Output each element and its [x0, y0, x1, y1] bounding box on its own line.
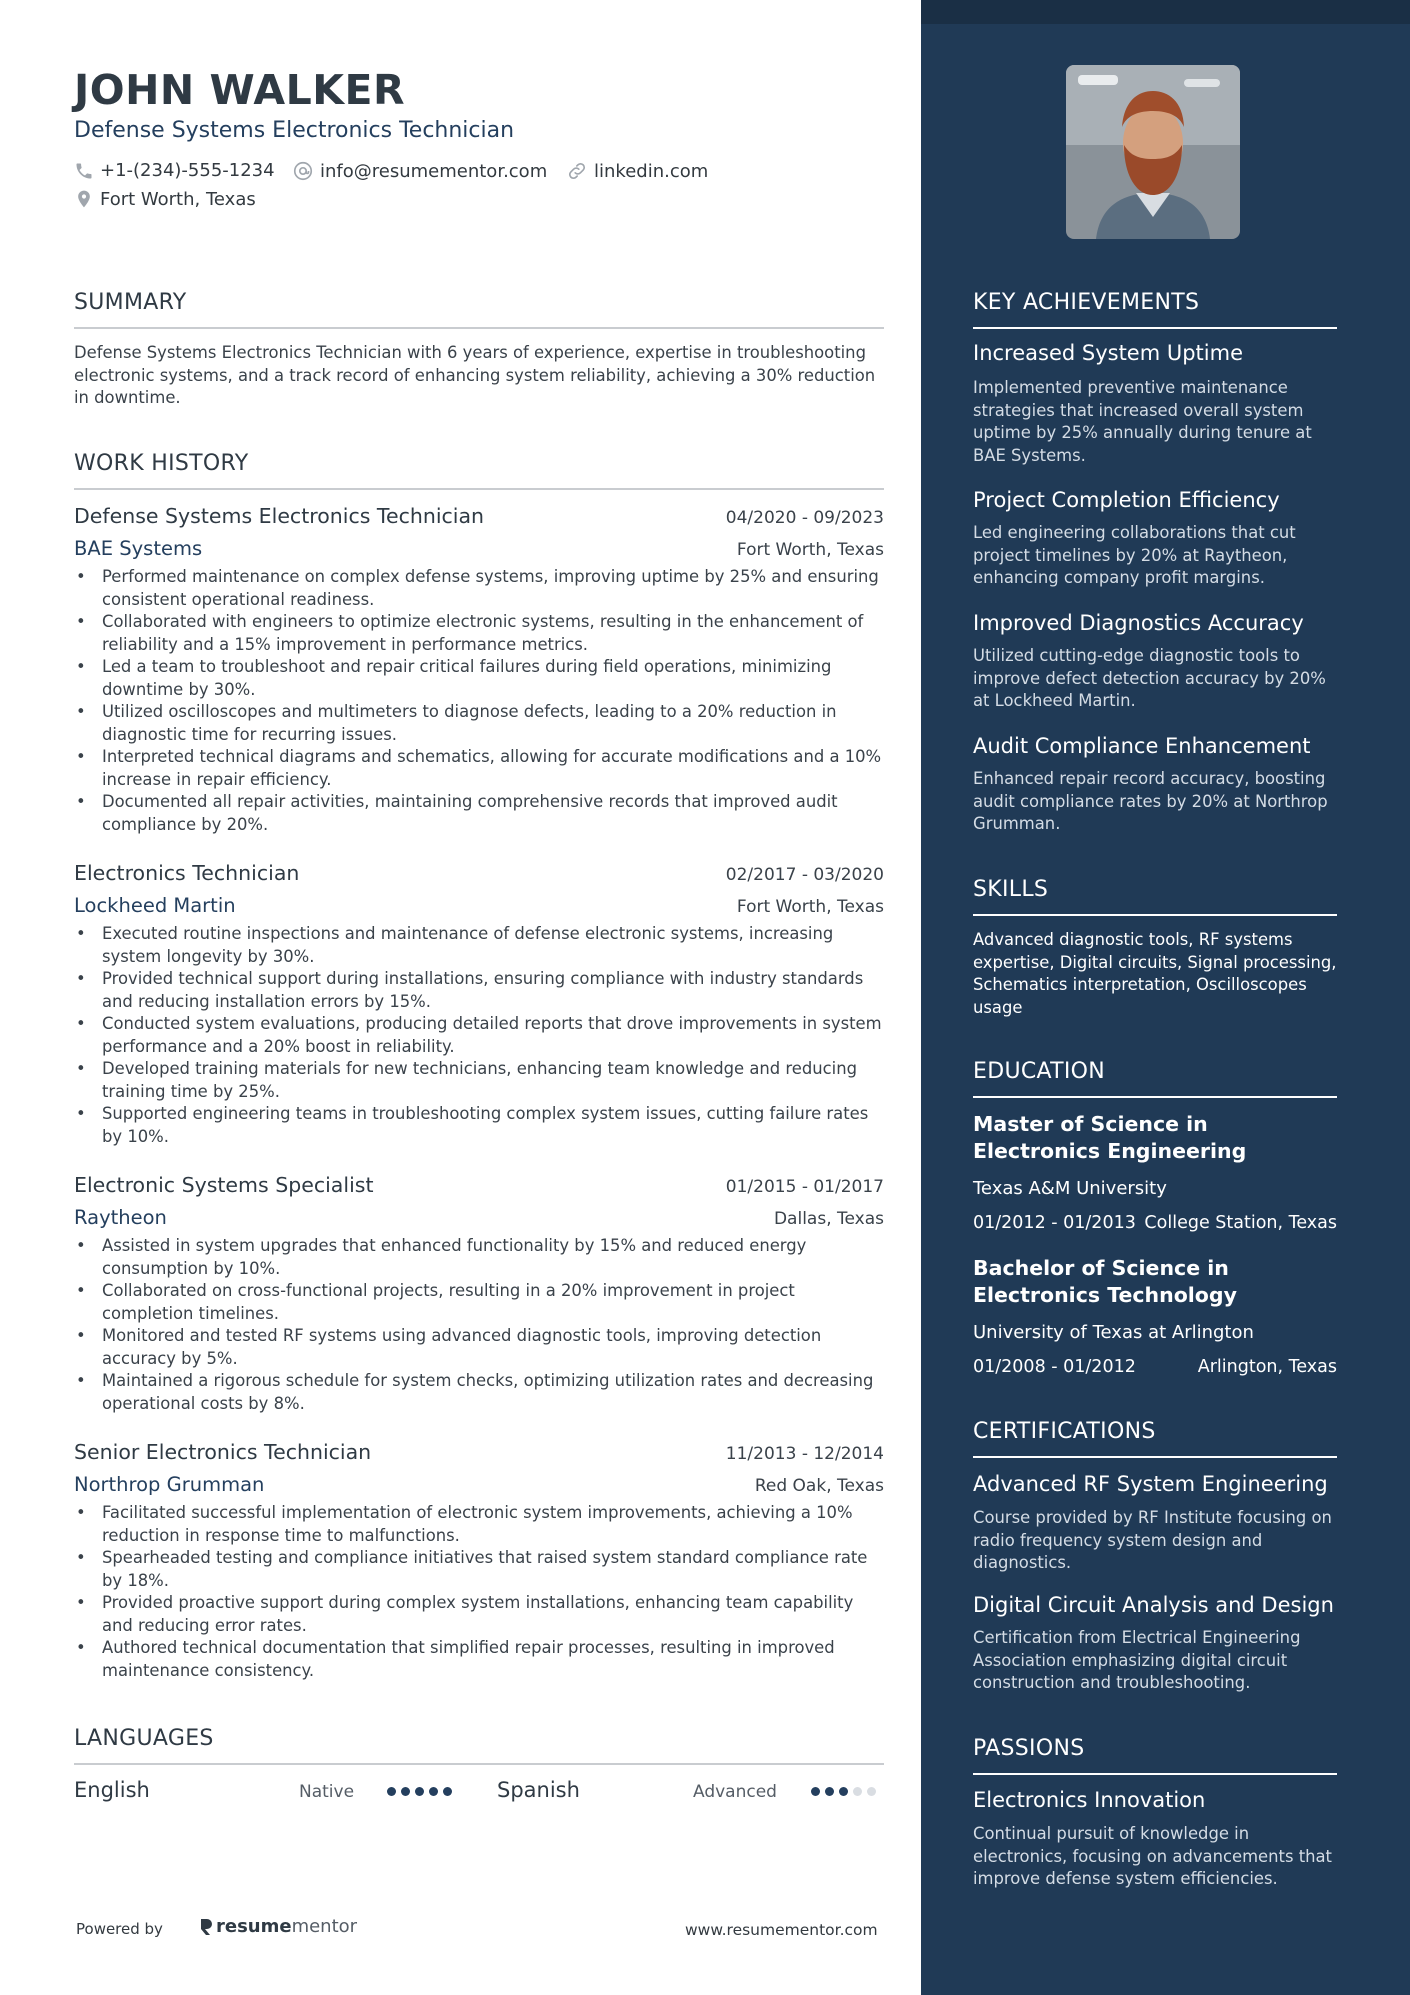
language-item — [497, 1778, 580, 1802]
language-level: Advanced — [693, 1782, 777, 1802]
job-bullets — [74, 1502, 884, 1682]
achievement-text: Led engineering collaborations that cut project timelines by 20% at Raytheon, enhancing company profit margins. — [973, 523, 1296, 587]
certification-text: Course provided by RF Institute focusing on radio frequency system design and diagnostics. — [973, 1508, 1332, 1572]
job-bullet: • Collaborated with engineers to optimize electronic systems, resulting in the enhancement of reliability and a 15% improvement in performance metrics. — [74, 611, 884, 656]
education-location: College Station, Texas — [1144, 1213, 1337, 1233]
job-dates: 01/2015 - 01/2017 — [725, 1177, 884, 1197]
rating-dot-filled — [839, 1787, 848, 1796]
sidebar — [921, 0, 1410, 1995]
job-bullets — [74, 923, 884, 1148]
language-name: English — [74, 1778, 150, 1802]
job-dates: 04/2020 - 09/2023 — [725, 508, 884, 528]
job-bullet: • Assisted in system upgrades that enhanced functionality by 15% and reduced energy consumption by 10%. — [74, 1235, 884, 1280]
skills-text: Advanced diagnostic tools, RF systems expertise, Digital circuits, Signal processing, Schematics interpretation, Oscilloscopes usage — [973, 930, 1337, 1017]
achievement-title: Increased System Uptime — [973, 341, 1244, 365]
rating-dot-empty — [867, 1787, 876, 1796]
job-bullet: • Facilitated successful implementation of electronic system improvements, achieving a 10% reduction in response time to malfunctions. — [74, 1502, 884, 1547]
rating-dot-filled — [415, 1787, 424, 1796]
job-location: Fort Worth, Texas — [736, 897, 884, 917]
language-rating — [811, 1787, 876, 1796]
job-bullet: • Authored technical documentation that simplified repair processes, resulting in improved maintenance consistency. — [74, 1637, 884, 1682]
link-icon — [566, 160, 588, 182]
education-location: Arlington, Texas — [1197, 1357, 1337, 1377]
location-text: Fort Worth, Texas — [100, 188, 256, 210]
logo-text-light: mentor — [291, 1916, 358, 1937]
resumementor-logo[interactable] — [198, 1916, 357, 1937]
logo-text-bold: resume — [216, 1916, 292, 1937]
rating-dot-filled — [387, 1787, 396, 1796]
job-bullet: • Maintained a rigorous schedule for system checks, optimizing utilization rates and decreasing operational costs by 8%. — [74, 1370, 884, 1415]
job-entry — [74, 861, 884, 1148]
rating-dot-filled — [811, 1787, 820, 1796]
language-name: Spanish — [497, 1778, 580, 1802]
achievement-text: Enhanced repair record accuracy, boosting audit compliance rates by 20% at Northrop Grumman. — [973, 769, 1328, 833]
language-rating — [387, 1787, 452, 1796]
achievement-text: Utilized cutting-edge diagnostic tools to improve defect detection accuracy by 20% at Lockheed Martin. — [973, 646, 1326, 710]
logo-mark-icon — [198, 1917, 214, 1937]
job-entry — [74, 1440, 884, 1682]
job-bullet: • Provided proactive support during complex system installations, enhancing team capability and reducing error rates. — [74, 1592, 884, 1637]
passion-title: Electronics Innovation — [973, 1788, 1206, 1812]
job-company: BAE Systems — [74, 537, 203, 560]
education-meta — [973, 1213, 1337, 1233]
passion-text: Continual pursuit of knowledge in electronics, focusing on advancements that improve defense system efficiencies. — [973, 1824, 1332, 1888]
job-bullet: • Utilized oscilloscopes and multimeters to diagnose defects, leading to a 20% reduction in diagnostic time for recurring issues. — [74, 701, 884, 746]
job-title: Electronic Systems Specialist — [74, 1173, 374, 1197]
job-dates: 02/2017 - 03/2020 — [725, 865, 884, 885]
location-pin-icon — [74, 188, 94, 210]
job-bullet: • Provided technical support during installations, ensuring compliance with industry standards and reducing installation errors by 15%. — [74, 968, 884, 1013]
footer-url[interactable]: www.resumementor.com — [685, 1921, 878, 1939]
candidate-name: JOHN WALKER — [74, 66, 406, 114]
skills-heading: SKILLS — [973, 877, 1337, 916]
job-location: Dallas, Texas — [773, 1209, 884, 1229]
job-bullet: • Interpreted technical diagrams and schematics, allowing for accurate modifications and a 10% increase in repair efficiency. — [74, 746, 884, 791]
profile-photo — [1066, 65, 1240, 239]
contact-phone[interactable] — [74, 160, 275, 181]
job-bullet: • Spearheaded testing and compliance initiatives that raised system standard compliance rate by 18%. — [74, 1547, 884, 1592]
job-dates: 11/2013 - 12/2014 — [725, 1444, 884, 1464]
certification-text: Certification from Electrical Engineering Association emphasizing digital circuit construction and troubleshooting. — [973, 1628, 1301, 1692]
education-school: University of Texas at Arlington — [973, 1322, 1254, 1343]
job-bullet: • Collaborated on cross-functional projects, resulting in a 20% improvement in project completion timelines. — [74, 1280, 884, 1325]
contact-linkedin[interactable] — [566, 160, 708, 182]
rating-dot-empty — [853, 1787, 862, 1796]
rating-dot-filled — [825, 1787, 834, 1796]
summary-heading: SUMMARY — [74, 290, 884, 329]
achievement-text: Implemented preventive maintenance strategies that increased overall system uptime by 25% annually during tenure at BAE Systems. — [973, 378, 1312, 465]
certification-title: Advanced RF System Engineering — [973, 1472, 1328, 1496]
job-bullets — [74, 566, 884, 836]
job-bullet: • Executed routine inspections and maintenance of defense electronic systems, increasing system longevity by 30%. — [74, 923, 884, 968]
job-bullet: • Supported engineering teams in troubleshooting complex system issues, cutting failure rates by 10%. — [74, 1103, 884, 1148]
footer-powered-by: Powered by — [76, 1920, 163, 1938]
achievement-title: Project Completion Efficiency — [973, 488, 1280, 512]
job-bullets — [74, 1235, 884, 1415]
passions-heading: PASSIONS — [973, 1736, 1337, 1775]
sidebar-top-bar — [921, 0, 1410, 24]
education-degree: Bachelor of Science in Electronics Technology — [973, 1256, 1237, 1307]
education-school: Texas A&M University — [973, 1178, 1167, 1199]
contact-email[interactable] — [292, 160, 547, 182]
candidate-role: Defense Systems Electronics Technician — [74, 118, 515, 143]
achievement-title: Improved Diagnostics Accuracy — [973, 611, 1304, 635]
job-company: Raytheon — [74, 1206, 167, 1229]
job-bullet: • Led a team to troubleshoot and repair critical failures during field operations, minimizing downtime by 30%. — [74, 656, 884, 701]
job-company: Lockheed Martin — [74, 894, 236, 917]
certifications-heading: CERTIFICATIONS — [973, 1419, 1337, 1458]
language-item — [74, 1778, 150, 1802]
education-meta — [973, 1357, 1337, 1377]
job-bullet: • Developed training materials for new technicians, enhancing team knowledge and reducing training time by 25%. — [74, 1058, 884, 1103]
contact-location — [74, 188, 256, 210]
linkedin-text: linkedin.com — [594, 160, 709, 182]
profile-photo-image — [1066, 65, 1240, 239]
job-title: Electronics Technician — [74, 861, 300, 885]
job-bullet: • Monitored and tested RF systems using advanced diagnostic tools, improving detection accuracy by 5%. — [74, 1325, 884, 1370]
job-location: Fort Worth, Texas — [736, 540, 884, 560]
job-bullet: • Conducted system evaluations, producing detailed reports that drove improvements in system performance and a 20% boost in reliability. — [74, 1013, 884, 1058]
certification-title: Digital Circuit Analysis and Design — [973, 1593, 1334, 1617]
phone-icon — [74, 161, 94, 181]
job-bullet: • Performed maintenance on complex defense systems, improving uptime by 25% and ensuring consistent operational readiness. — [74, 566, 884, 611]
job-location: Red Oak, Texas — [754, 1476, 884, 1496]
at-sign-icon — [292, 160, 314, 182]
languages-heading: LANGUAGES — [74, 1726, 884, 1765]
job-bullet: • Documented all repair activities, maintaining comprehensive records that improved audit compliance by 20%. — [74, 791, 884, 836]
summary-text: Defense Systems Electronics Technician with 6 years of experience, expertise in troubleshooting electronic systems, and a track record of enhancing system reliability, achieving a 30% reduction in downtime. — [74, 343, 876, 407]
job-title: Defense Systems Electronics Technician — [74, 504, 485, 528]
rating-dot-filled — [401, 1787, 410, 1796]
rating-dot-filled — [429, 1787, 438, 1796]
education-dates: 01/2008 - 01/2012 — [973, 1357, 1136, 1377]
phone-text: +1-(234)-555-1234 — [100, 160, 275, 181]
language-level: Native — [299, 1782, 355, 1802]
achievement-title: Audit Compliance Enhancement — [973, 734, 1311, 758]
job-entry — [74, 1173, 884, 1415]
education-dates: 01/2012 - 01/2013 — [973, 1213, 1136, 1233]
email-text: info@resumementor.com — [320, 160, 548, 182]
rating-dot-filled — [443, 1787, 452, 1796]
job-company: Northrop Grumman — [74, 1473, 265, 1496]
job-title: Senior Electronics Technician — [74, 1440, 372, 1464]
achievements-heading: KEY ACHIEVEMENTS — [973, 290, 1337, 329]
education-heading: EDUCATION — [973, 1059, 1337, 1098]
job-entry — [74, 504, 884, 836]
work-history-heading: WORK HISTORY — [74, 451, 884, 490]
education-degree: Master of Science in Electronics Engineering — [973, 1112, 1247, 1163]
